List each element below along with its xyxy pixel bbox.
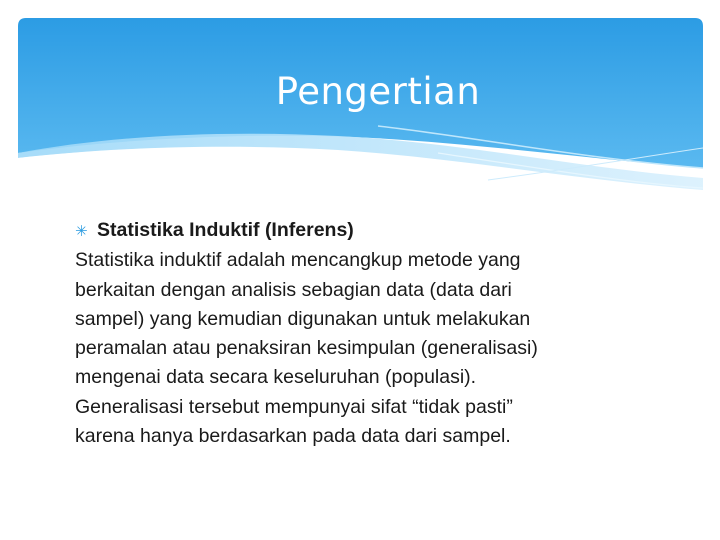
body-line-1: Statistika induktif adalah mencangkup metode yang [75,249,521,272]
bullet-heading: Statistika Induktif (Inferens) [97,219,354,241]
body-line-2: berkaitan dengan analisis sebagian data (data dari [75,278,512,301]
body-line-5: mengenai data secara keseluruhan (populasi). [75,366,477,389]
body-line-3: sampel) yang kemudian digunakan untuk melakukan [75,307,531,330]
title-banner [18,18,703,198]
slide-title: Pengertian [275,70,481,113]
body-line-4: peramalan atau penaksiran kesimpulan (generalisasi) [75,337,538,360]
asterisk-bullet-icon: ✳ [75,223,88,240]
slide-content [75,216,635,451]
body-line-7: karena hanya berdasarkan pada data dari sampel. [75,425,511,448]
bullet-item [75,216,635,246]
body-line-6: Generalisasi tersebut mempunyai sifat “tidak pasti” [75,395,513,418]
